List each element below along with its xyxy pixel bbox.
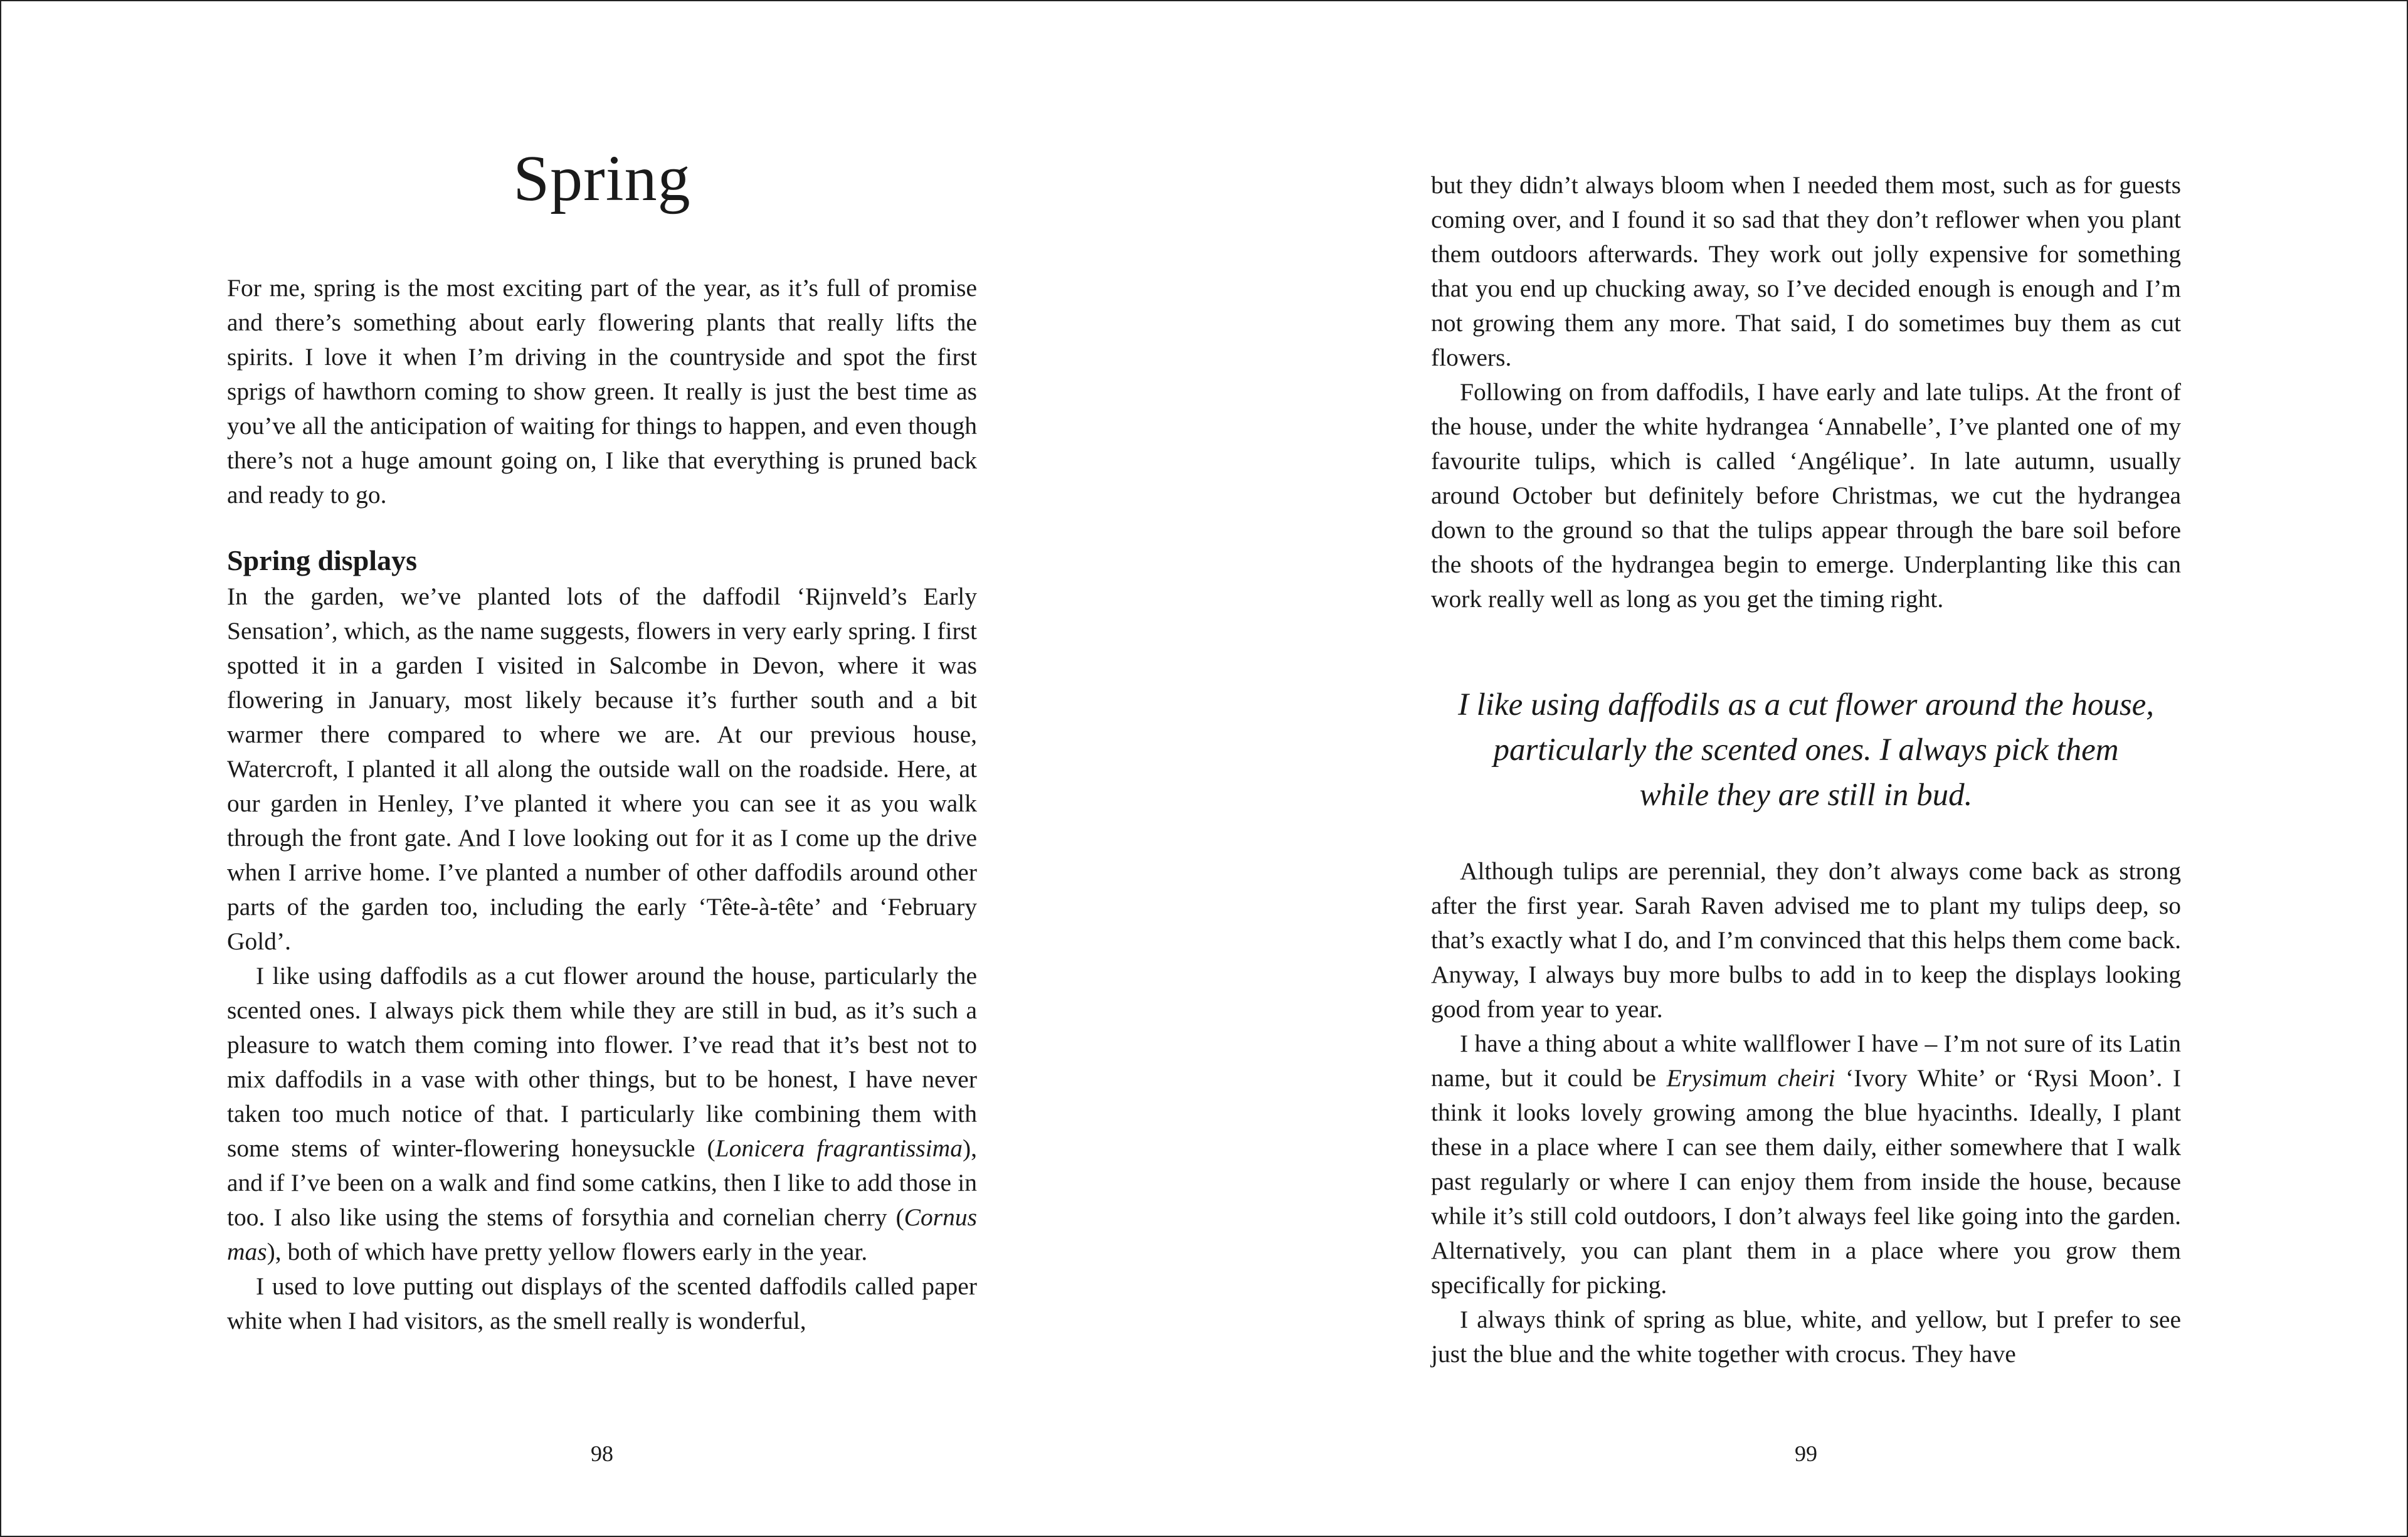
- text-run: I have a thing about a white wallflower I have – I’m not sure of its Latin name, but it could be: [1431, 1030, 2181, 1092]
- text-run: ), and if I’ve been on a walk and find some catkins, then I like to add those in too. I also like using the stems of forsythia and cornelian cherry (: [227, 1134, 977, 1231]
- chapter-title: Spring: [513, 142, 691, 214]
- left-page: [227, 0, 977, 1537]
- paragraph-paper-white: I used to love putting out displays of the scented daffodils called paper white when I had visitors, as the smell really is wonderful,: [227, 1272, 977, 1334]
- paragraph-wallflower: [1431, 1027, 2181, 1302]
- right-bottom-text: [1431, 854, 2181, 1371]
- paragraph-tulips: Following on from daffodils, I have early and late tulips. At the front of the house, under the white hydrangea ‘Annabelle’, I’ve planted one of my favourite tulips, which is called ‘Angélique’. In late autumn, usually around October but definitely before Christmas, we cut the hydrangea down to the ground so that the tulips appear through the bare soil before the shoots of the hydrangea begin to emerge. Underplanting like this can work really well as long as you get the timing right.: [1431, 378, 2181, 613]
- right-top-text: [1431, 168, 2181, 616]
- text-run: ), both of which have pretty yellow flowers early in the year.: [267, 1238, 868, 1265]
- page-number-left: 98: [591, 1441, 613, 1466]
- latin-name: Lonicera fragrantissima: [715, 1134, 963, 1162]
- section-body: [227, 579, 977, 1338]
- latin-name: Erysimum cheiri: [1666, 1064, 1835, 1092]
- text-run: ‘Ivory White’ or ‘Rysi Moon’. I think it looks lovely growing among the blue hyacinths. Ideally, I plant these in a place where I can see them daily, either somewhere that I walk past regularly or where I can enjoy them from inside the house, because while it’s still cold outdoors, I don’t always feel like going into the garden. Alternatively, you can plant them in a place where you grow them specifically for picking.: [1431, 1064, 2181, 1299]
- intro-text: [227, 271, 977, 512]
- text-run: I like using daffodils as a cut flower around the house, particularly the scented ones. I always pick them while they are still in bud, as it’s such a pleasure to watch them coming into flower. I’ve read that it’s best not to mix daffodils in a vase with other things, but to be honest, I have never taken too much notice of that. I particularly like combining them with some stems of winter-flowering honeysuckle (: [227, 962, 977, 1162]
- pull-quote: I like using daffodils as a cut flower around the house, particularly the scented ones. I always pick them while they are still in bud.: [1457, 687, 2155, 813]
- latin-name: Cornus mas: [227, 1203, 977, 1265]
- paragraph-cut-flowers: [227, 959, 977, 1269]
- paragraph-perennial: Although tulips are perennial, they don’t always come back as strong after the first year. Sarah Raven advised me to plant my tulips deep, so that’s exactly what I do, and I’m convinced that this helps them come back. Anyway, I always buy more bulbs to add in to keep the displays looking good from year to year.: [1431, 857, 2181, 1023]
- paragraph-continued: but they didn’t always bloom when I needed them most, such as for guests coming over, and I found it so sad that they don’t reflower when you plant them outdoors afterwards. They work out jolly expensive for something that you end up chucking away, so I’ve decided enough is enough and I’m not growing them any more. That said, I do sometimes buy them as cut flowers.: [1431, 171, 2181, 371]
- right-page: [1431, 0, 2181, 1537]
- intro-paragraph: For me, spring is the most exciting part of the year, as it’s full of promise and there’s something about early flowering plants that really lifts the spirits. I love it when I’m driving in the countryside and spot the first sprigs of hawthorn coming to show green. It really is just the best time as you’ve all the anticipation of waiting for things to happen, and even though there’s not a huge amount going on, I like that everything is pruned back and ready to go.: [227, 274, 977, 509]
- paragraph-daffodil-sensation: In the garden, we’ve planted lots of the daffodil ‘Rijnveld’s Early Sensation’, which, as the name suggests, flowers in very early spring. I first spotted it in a garden I visited in Salcombe in Devon, where it was flowering in January, most likely because it’s further south and a bit warmer there compared to where we are. At our previous house, Watercroft, I planted it all along the outside wall on the roadside. Here, at our garden in Henley, I’ve planted it where you can see it as you walk through the front gate. And I love looking out for it as I come up the drive when I arrive home. I’ve planted a number of other daffodils around other parts of the garden too, including the early ‘Tête-à-tête’ and ‘February Gold’.: [227, 583, 977, 955]
- page-number-right: 99: [1795, 1441, 1817, 1466]
- section-heading: Spring displays: [227, 544, 417, 576]
- paragraph-crocus: I always think of spring as blue, white, and yellow, but I prefer to see just the blue and the white together with crocus. They have: [1431, 1306, 2181, 1368]
